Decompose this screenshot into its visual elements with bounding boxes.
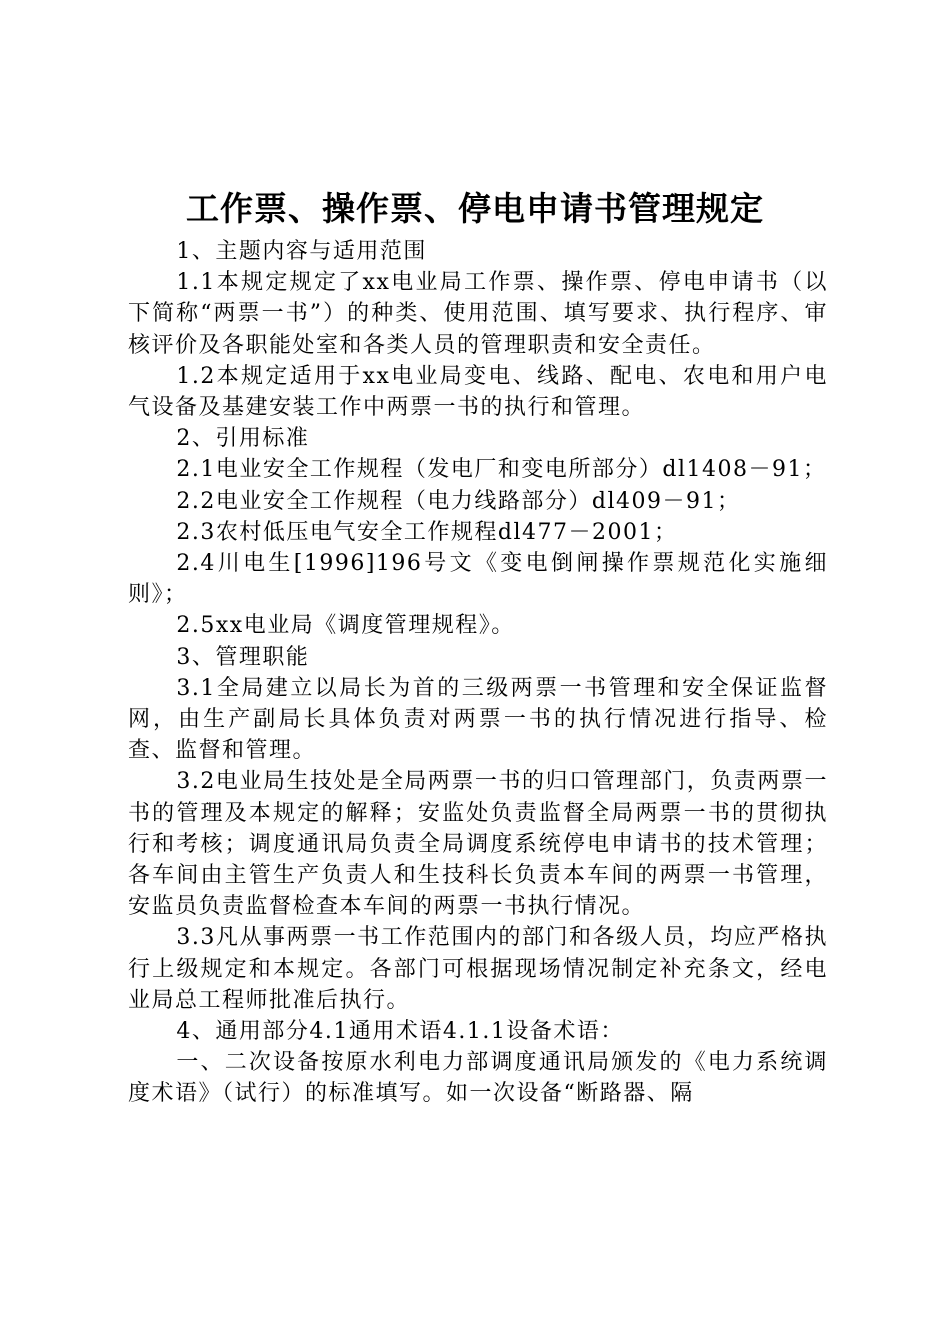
paragraph-1-1: 1.1本规定规定了xx电业局工作票、操作票、停电申请书（以下简称“两票一书”）的种类、使用范围、填写要求、执行程序、审核评价及各职能处室和各类人员的管理职责和安全责任。 [128, 270, 828, 358]
paragraph-3-1: 3.1全局建立以局长为首的三级两票一书管理和安全保证监督网，由生产副局长具体负责对两票一书的执行情况进行指导、检查、监督和管理。 [128, 675, 828, 764]
paragraph-1-2: 1.2本规定适用于xx电业局变电、线路、配电、农电和用户电气设备及基建安装工作中两票一书的执行和管理。 [128, 363, 828, 421]
paragraph-3-3: 3.3凡从事两票一书工作范围内的部门和各级人员，均应严格执行上级规定和本规定。各部门可根据现场情况制定补充条文，经电业局总工程师批准后执行。 [128, 925, 828, 1013]
section-heading-2: 2、引用标准 [176, 426, 310, 452]
section-heading-4: 4、通用部分4.1通用术语4.1.1设备术语： [176, 1019, 624, 1045]
document-body [128, 236, 828, 1110]
paragraph-2-4: 2.4川电生[1996]196号文《变电倒闸操作票规范化实施细则》； [128, 551, 828, 608]
paragraph-2-2: 2.2电业安全工作规程（电力线路部分）dl409－91； [176, 488, 741, 514]
paragraph-2-5: 2.5xx电业局《调度管理规程》。 [176, 613, 515, 639]
section-heading-1: 1、主题内容与适用范围 [176, 239, 427, 264]
paragraph-2-3: 2.3农村低压电气安全工作规程dl477－2001； [176, 519, 678, 545]
paragraph-3-2: 3.2电业局生技处是全局两票一书的归口管理部门，负责两票一书的管理及本规定的解释；安监处负责监督全局两票一书的贯彻执行和考核；调度通讯局负责全局调度系统停电申请书的技术管理；各车间由主管生产负责人和生技科长负责本车间的两票一书管理，安监员负责监督检查本车间的两票一书执行情况。 [128, 769, 828, 920]
document-title: 工作票、操作票、停电申请书管理规定 [186, 189, 764, 228]
section-heading-3: 3、管理职能 [176, 644, 310, 670]
paragraph-2-1: 2.1电业安全工作规程（发电厂和变电所部分）dl1408－91； [176, 457, 827, 483]
paragraph-4-1: 一、二次设备按原水利电力部调度通讯局颁发的《电力系统调度术语》（试行）的标准填写。如一次设备“断路器、隔 [128, 1050, 828, 1107]
